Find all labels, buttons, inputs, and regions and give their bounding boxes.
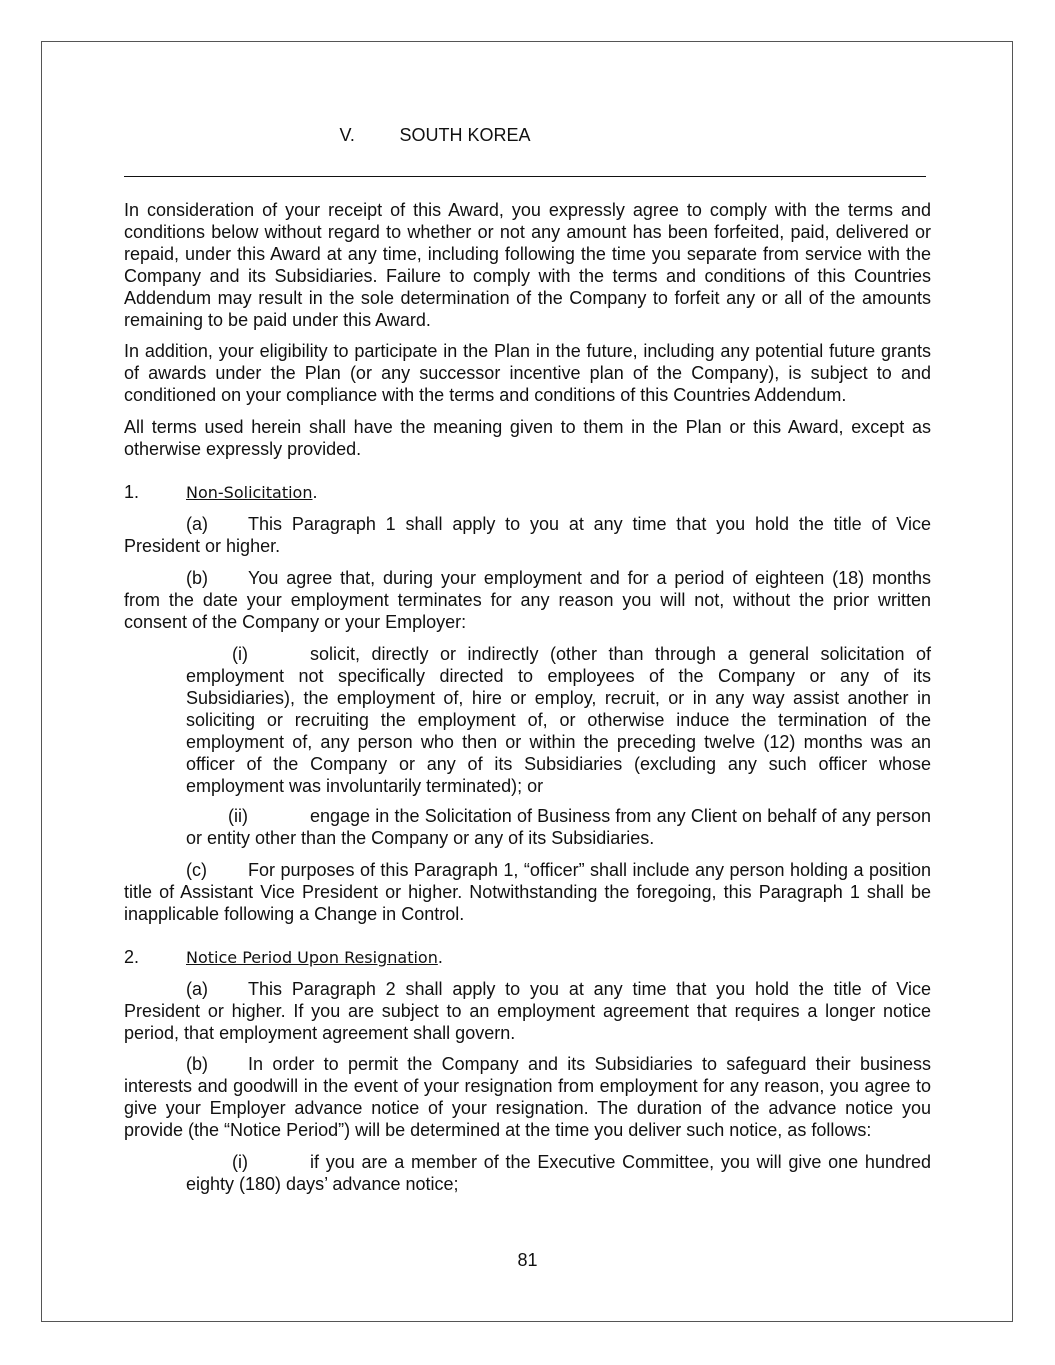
paragraph-1a-label: (a) [186,514,208,534]
paragraph-1b-i [186,643,931,797]
paragraph-1b [124,567,931,633]
paragraph-1b-ii [186,805,931,849]
paragraph-2b-label: (b) [186,1054,208,1074]
paragraph-1c-text: For purposes of this Paragraph 1, “officer” shall include any person holding a position title of Assistant Vice President or higher. Notwithstanding the foregoing, this Paragraph 1 shall be inapplicable following a Change in Control. [124,860,931,924]
intro-paragraph-2: In addition, your eligibility to participate in the Plan in the future, including any potential future grants of awards under the Plan (or any successor incentive plan of the Company), is subject to and conditioned on your compliance with the terms and conditions of this Countries Addendum. [124,341,931,405]
paragraph-2a-text: This Paragraph 2 shall apply to you at any time that you hold the title of Vice President or higher. If you are subject to an employment agreement that requires a longer notice period, that employment agreement shall govern. [124,979,931,1043]
paragraph-1b-i-text: solicit, directly or indirectly (other than through a general solicitation of employment not specifically directed to employees of the Company or any of its Subsidiaries), the employment of, hire or employ, recruit, or in any way assist another in soliciting or recruiting the employment of, or otherwise induce the termination of the employment of, any person who then or within the preceding twelve (12) months was an officer of the Company or any of its Subsidiaries (excluding any such officer whose employment was involuntarily terminated); or [186,644,931,796]
paragraph-1b-ii-label: (ii) [228,806,248,826]
section-number: V. [339,125,355,145]
heading-divider [124,176,926,177]
paragraph-2-heading: 2. Notice Period Upon Resignation. [124,947,443,967]
section-heading [0,124,870,146]
paragraph-2b [124,1053,931,1141]
intro-paragraph-1: In consideration of your receipt of this Award, you expressly agree to comply with the terms and conditions below without regard to whether or not any amount has been forfeited, paid, delivered or repaid, under this Award at any time, including following the time you separate from service with the Company and its Subsidiaries. Failure to comply with the terms and conditions of this Countries Addendum may result in the sole determination of the Company to forfeit any or all of the amounts remaining to be paid under this Award. [124,200,931,330]
paragraph-1a-text: This Paragraph 1 shall apply to you at any time that you hold the title of Vice President or higher. [124,514,931,556]
paragraph-1c [124,859,931,925]
section-title: SOUTH KOREA [399,125,531,145]
paragraph-2a [124,978,931,1044]
paragraph-1-number: 1. [124,482,140,502]
paragraph-1b-i-label: (i) [232,644,248,664]
paragraph-1a [124,513,931,557]
paragraph-2-title: Notice Period Upon Resignation [186,948,438,967]
paragraph-1-heading: 1. Non-Solicitation. [124,482,318,502]
paragraph-1b-ii-text: engage in the Solicitation of Business from any Client on behalf of any person or entity other than the Company or any of its Subsidiaries. [186,806,931,848]
paragraph-1c-label: (c) [186,860,207,880]
paragraph-1-title: Non-Solicitation [186,483,313,502]
paragraph-1b-label: (b) [186,568,208,588]
paragraph-1b-text: You agree that, during your employment and for a period of eighteen (18) months from the date your employment terminates for any reason you will not, without the prior written consent of the Company or your Employer: [124,568,931,632]
paragraph-2b-i [186,1151,931,1195]
intro-paragraph-3: All terms used herein shall have the meaning given to them in the Plan or this Award, except as otherwise expressly provided. [124,417,931,459]
page-number: 81 [517,1250,538,1270]
paragraph-2b-i-text: if you are a member of the Executive Committee, you will give one hundred eighty (180) days’ advance notice; [186,1152,931,1194]
paragraph-2a-label: (a) [186,979,208,999]
paragraph-2b-i-label: (i) [232,1152,248,1172]
paragraph-2-number: 2. [124,947,140,967]
paragraph-2b-text: In order to permit the Company and its Subsidiaries to safeguard their business interests and goodwill in the event of your resignation from employment for any reason, you agree to give your Employer advance notice of your resignation. The duration of the advance notice you provide (the “Notice Period”) will be determined at the time you deliver such notice, as follows: [124,1054,931,1140]
